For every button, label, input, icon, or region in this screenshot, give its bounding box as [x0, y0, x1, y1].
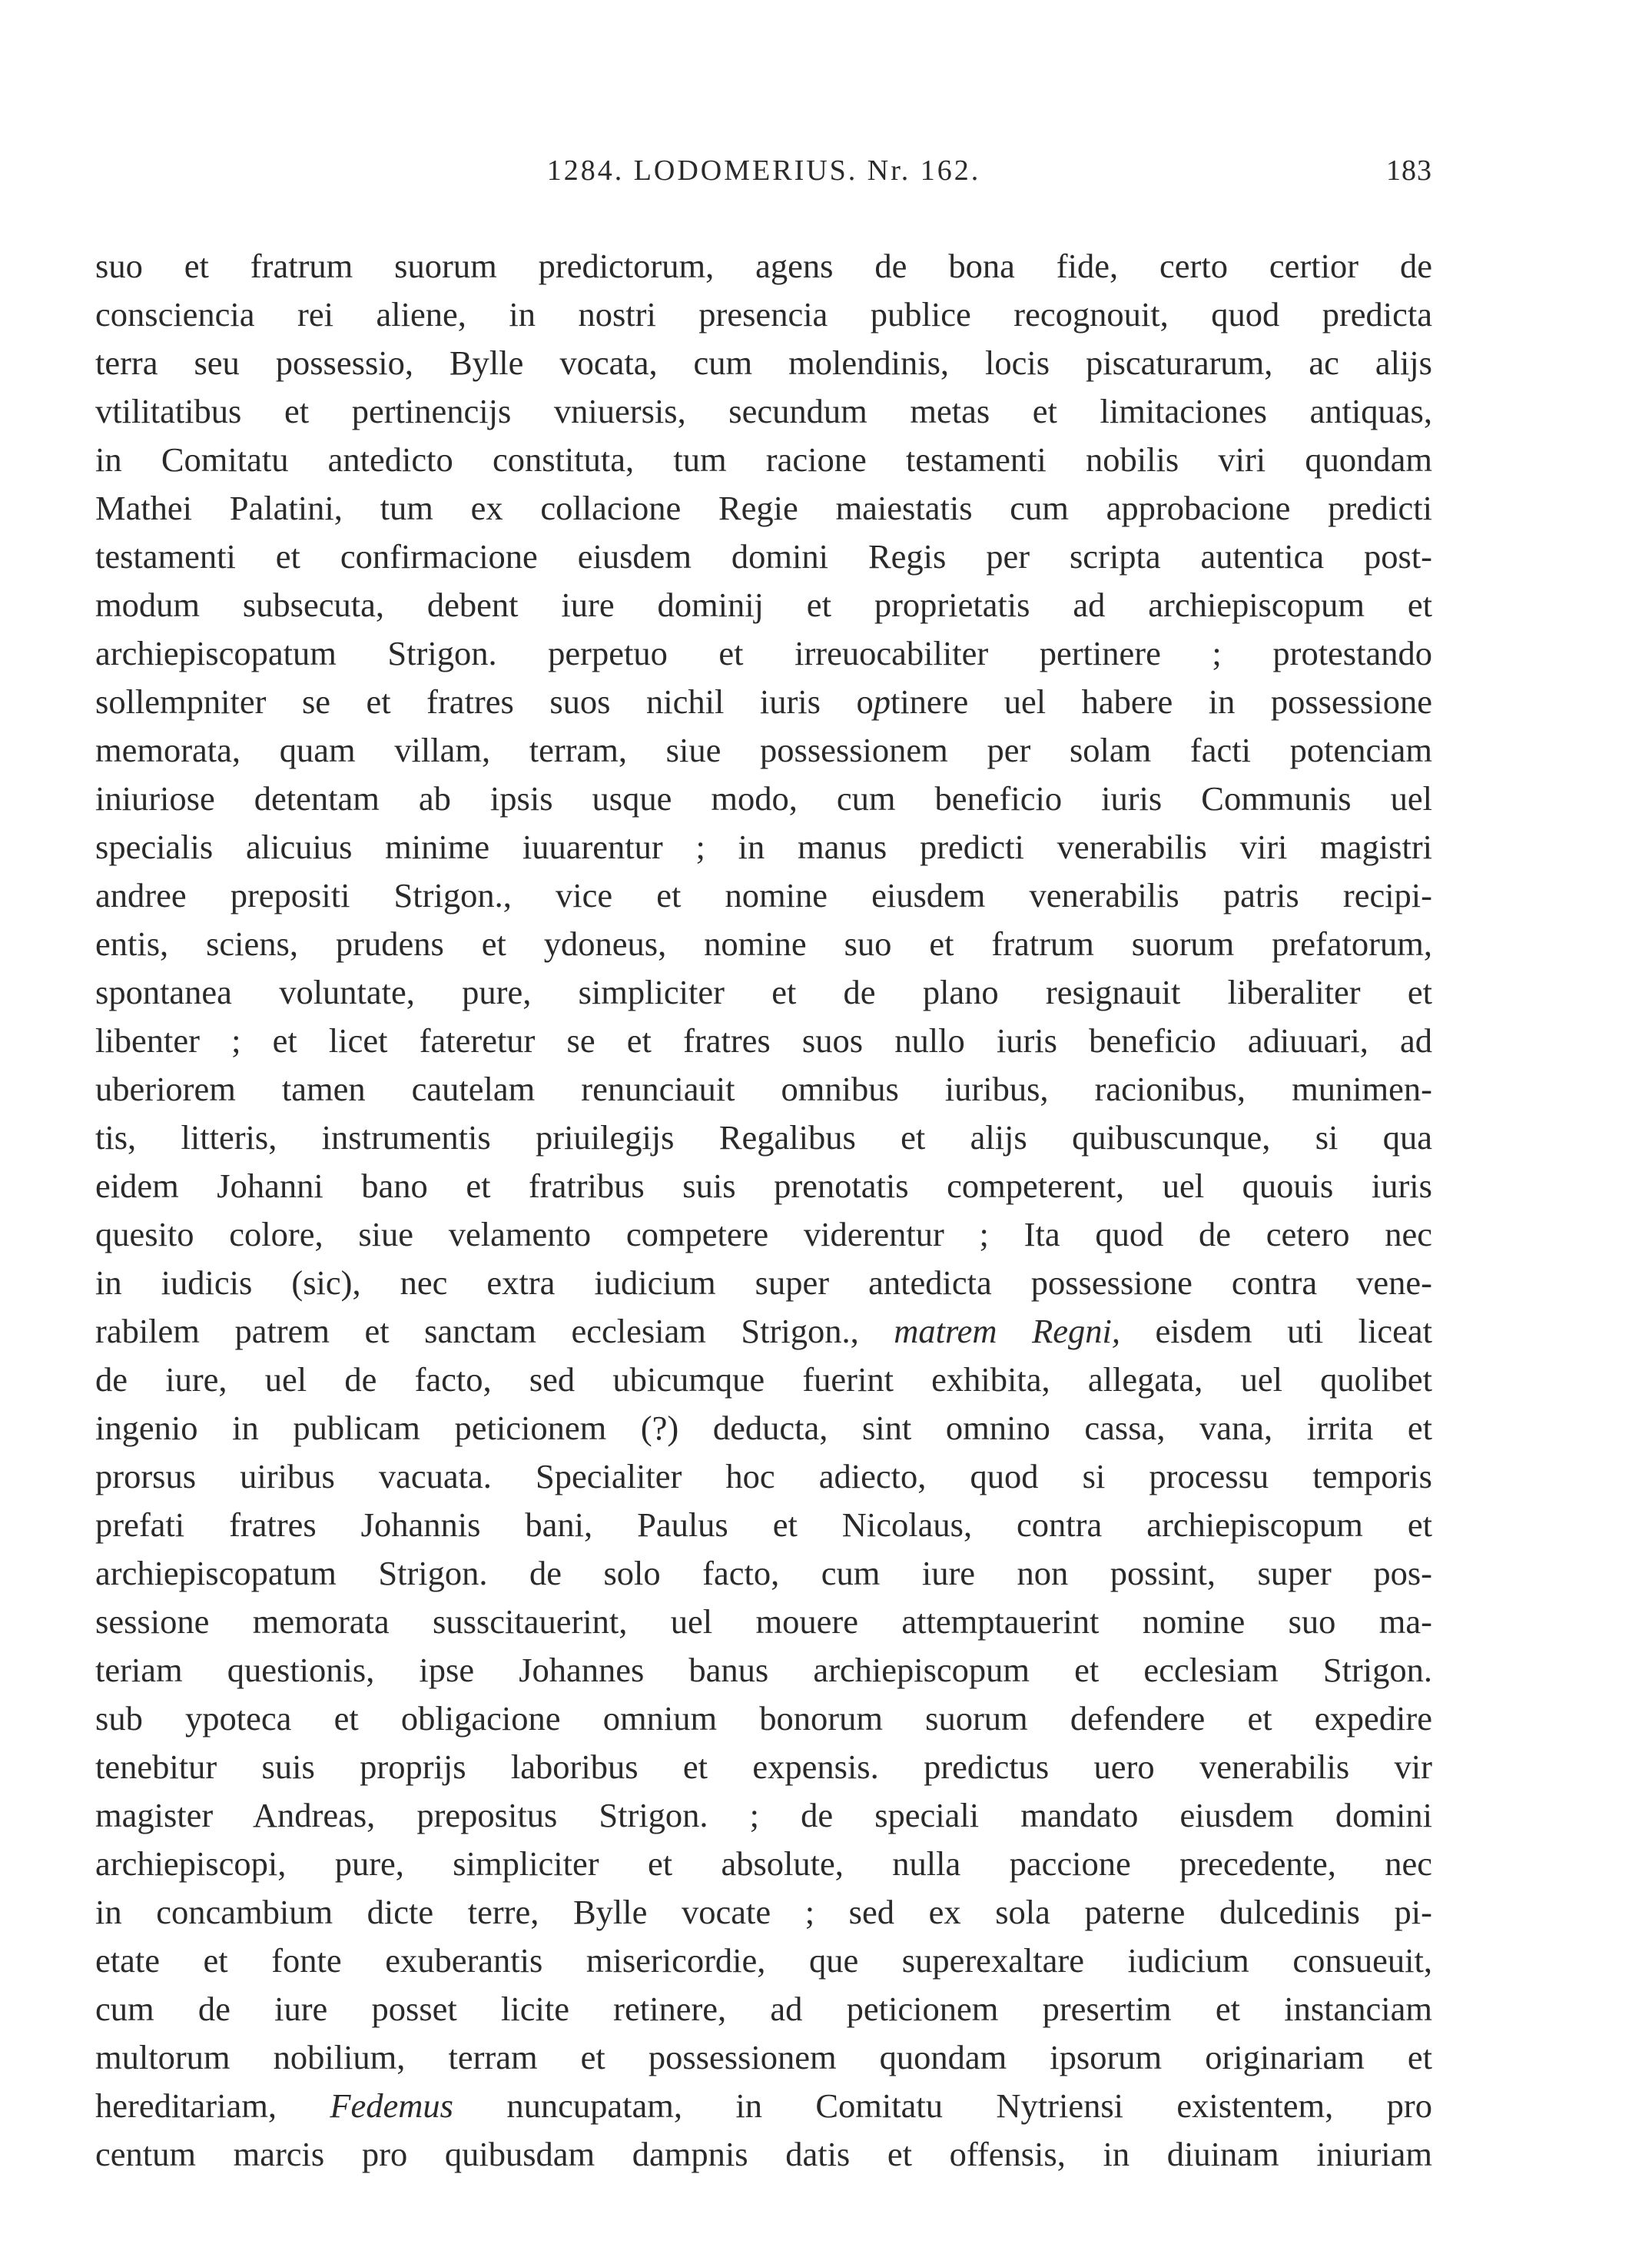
- text-line: in concambium dicte terre, Bylle vocate ; sed ex sola paterne dulcedinis pi-: [95, 1893, 1432, 1931]
- text-line: tis, litteris, instrumentis priuilegijs Regalibus et alijs quibuscunque, si qua: [95, 1118, 1432, 1157]
- text-line: libenter ; et licet fateretur se et fratres suos nullo iuris beneficio adiuuari, ad: [95, 1021, 1432, 1060]
- italic-segment: Fedemus: [330, 2086, 453, 2125]
- text-line: eidem Johanni bano et fratribus suis prenotatis competerent, uel quouis iuris: [95, 1167, 1432, 1205]
- text-line: sessione memorata susscitauerint, uel mouere attemptauerint nomine suo ma-: [95, 1602, 1432, 1641]
- text-line: de iure, uel de facto, sed ubicumque fuerint exhibita, allegata, uel quolibet: [95, 1360, 1432, 1399]
- text-line: entis, sciens, prudens et ydoneus, nomine suo et fratrum suorum prefatorum,: [95, 924, 1432, 963]
- text-line: specialis alicuius minime iuuarentur ; in manus predicti venerabilis viri magistri: [95, 828, 1432, 866]
- text-line: in iudicis (sic), nec extra iudicium super antedicta possessione contra vene-: [95, 1263, 1432, 1302]
- text-line: archiepiscopi, pure, simpliciter et absolute, nulla paccione precedente, nec: [95, 1844, 1432, 1883]
- text-line: quesito colore, siue velamento competere viderentur ; Ita quod de cetero nec: [95, 1215, 1432, 1253]
- text-line: ingenio in publicam peticionem (?) deducta, sint omnino cassa, vana, irrita et: [95, 1409, 1432, 1447]
- italic-segment: matrem Regni,: [894, 1312, 1121, 1350]
- text-line: multorum nobilium, terram et possessionem quondam ipsorum originariam et: [95, 2038, 1432, 2076]
- page-number: 183: [1386, 154, 1432, 187]
- text-line: memorata, quam villam, terram, siue possessionem per solam facti potenciam: [95, 731, 1432, 769]
- text-line: terra seu possessio, Bylle vocata, cum molendinis, locis piscaturarum, ac alijs: [95, 344, 1432, 382]
- text-line: archiepiscopatum Strigon. perpetuo et irreuocabiliter pertinere ; protestando: [95, 634, 1432, 672]
- text-line: [95, 678, 1432, 726]
- text-segment: sollempniter se et fratres suos nichil iuris o: [95, 682, 874, 721]
- text-line: vtilitatibus et pertinencijs vniuersis, secundum metas et limitaciones antiquas,: [95, 392, 1432, 430]
- text-line: centum marcis pro quibusdam dampnis datis et offensis, in diuinam iniuriam: [95, 2135, 1432, 2173]
- text-segment: nuncupatam, in Comitatu Nytriensi existentem, pro: [453, 2086, 1432, 2125]
- text-line: [95, 1307, 1432, 1356]
- text-line: cum de iure posset licite retinere, ad peticionem presertim et instanciam: [95, 1990, 1432, 2028]
- text-line: prefati fratres Johannis bani, Paulus et Nicolaus, contra archiepiscopum et: [95, 1505, 1432, 1544]
- text-line: andree prepositi Strigon., vice et nomine eiusdem venerabilis patris recipi-: [95, 876, 1432, 914]
- text-line: magister Andreas, prepositus Strigon. ; de speciali mandato eiusdem domini: [95, 1796, 1432, 1834]
- text-line: modum subsecuta, debent iure dominij et proprietatis ad archiepiscopum et: [95, 586, 1432, 624]
- italic-segment: p: [873, 682, 891, 721]
- text-line: suo et fratrum suorum predictorum, agens de bona fide, certo certior de: [95, 247, 1432, 285]
- running-head: [95, 154, 1432, 200]
- text-segment: rabilem patrem et sanctam ecclesiam Strigon.,: [95, 1312, 894, 1350]
- text-line: teriam questionis, ipse Johannes banus archiepiscopum et ecclesiam Strigon.: [95, 1651, 1432, 1689]
- text-line: spontanea voluntate, pure, simpliciter et de plano resignauit liberaliter et: [95, 973, 1432, 1011]
- text-line: Mathei Palatini, tum ex collacione Regie maiestatis cum approbacione predicti: [95, 489, 1432, 527]
- text-segment: hereditariam,: [95, 2086, 330, 2125]
- text-line: tenebitur suis proprijs laboribus et expensis. predictus uero venerabilis vir: [95, 1748, 1432, 1786]
- text-segment: tinere uel habere in possessione: [890, 682, 1432, 721]
- running-head-title: 1284. LODOMERIUS. Nr. 162.: [546, 154, 981, 187]
- text-line: in Comitatu antedicto constituta, tum racione testamenti nobilis viri quondam: [95, 440, 1432, 479]
- text-line: [95, 2082, 1432, 2130]
- text-line: etate et fonte exuberantis misericordie, que superexaltare iudicium consueuit,: [95, 1941, 1432, 1980]
- text-line: sub ypoteca et obligacione omnium bonorum suorum defendere et expedire: [95, 1699, 1432, 1738]
- text-line: archiepiscopatum Strigon. de solo facto, cum iure non possint, super pos-: [95, 1554, 1432, 1592]
- text-line: consciencia rei aliene, in nostri presencia publice recognouit, quod predicta: [95, 295, 1432, 334]
- text-segment: eisdem uti liceat: [1120, 1312, 1432, 1350]
- body-text: [95, 242, 1432, 2179]
- text-line: testamenti et confirmacione eiusdem domini Regis per scripta autentica post-: [95, 537, 1432, 576]
- text-line: uberiorem tamen cautelam renunciauit omnibus iuribus, racionibus, munimen-: [95, 1070, 1432, 1108]
- text-line: iniuriose detentam ab ipsis usque modo, cum beneficio iuris Communis uel: [95, 779, 1432, 818]
- text-line: prorsus uiribus vacuata. Specialiter hoc adiecto, quod si processu temporis: [95, 1457, 1432, 1495]
